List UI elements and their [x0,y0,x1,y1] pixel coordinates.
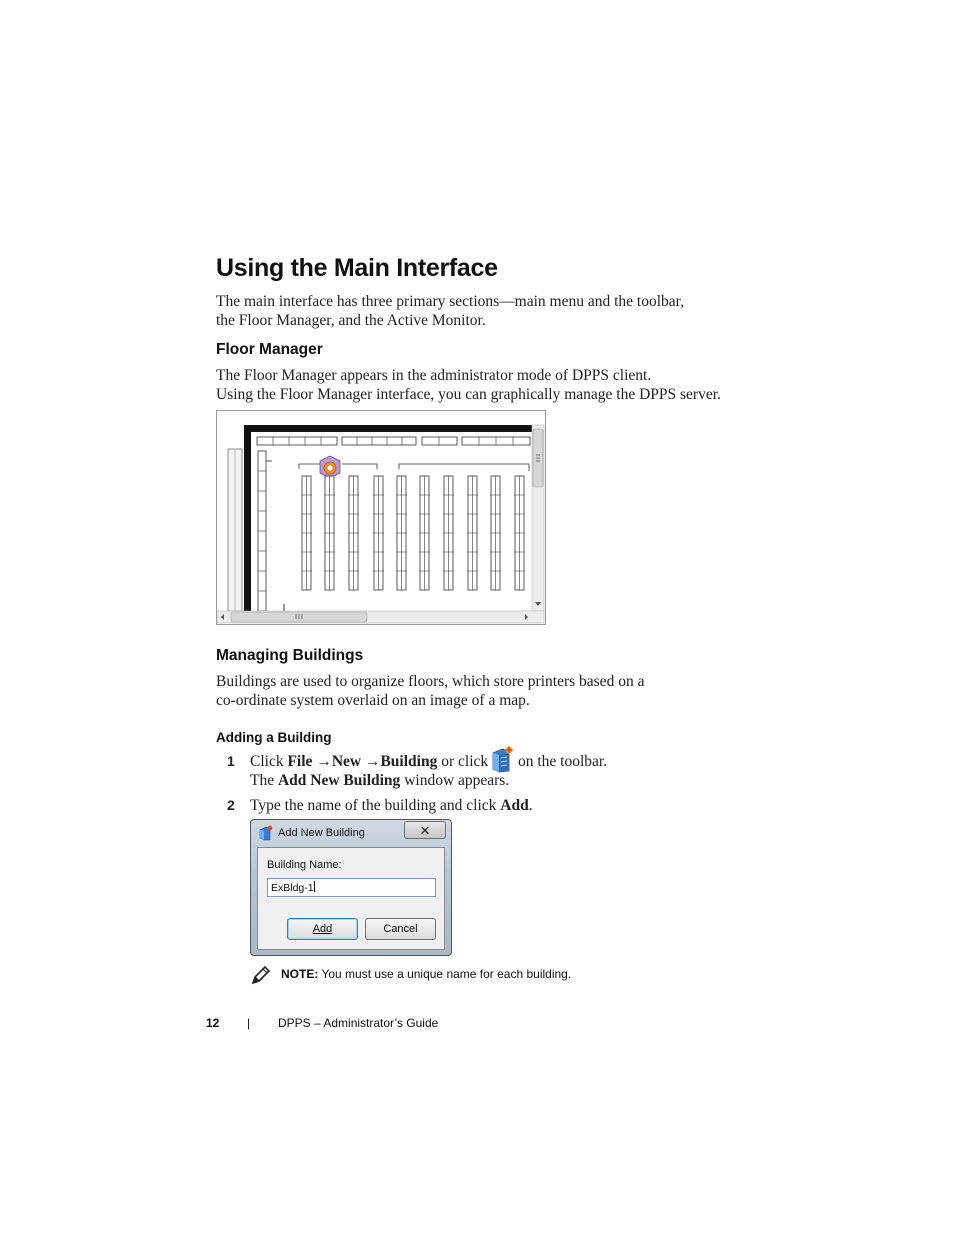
building-name-value: ExBldg-1 [271,882,314,894]
step-1-line-1 [250,752,488,771]
step-1-the: The [250,772,278,789]
add-button[interactable] [287,918,358,940]
dialog-body [257,847,445,950]
step-1-or-click: or click [437,753,489,770]
note-body: You must use a unique name for each building. [318,967,572,981]
printer-icon [320,456,340,478]
building-icon [258,825,273,841]
cancel-button-label: Cancel [383,923,418,935]
add-button-label: Add [312,923,333,935]
dialog-title: Add New Building [278,827,365,839]
intro-line-2: the Floor Manager, and the Active Monitor. [216,312,486,329]
managing-buildings-line-1: Buildings are used to organize floors, which store printers based on a [216,673,645,690]
floor-manager-screenshot [216,410,546,625]
step-1-line-2 [250,771,509,790]
cancel-button[interactable] [365,918,436,940]
note-label: NOTE: [281,967,319,981]
step-1-number: 1 [227,753,235,769]
pencil-note-icon [250,964,272,986]
floor-manager-line-1: The Floor Manager appears in the administrator mode of DPPS client. [216,367,652,384]
add-new-building-dialog [250,819,452,956]
horizontal-scrollbar[interactable] [217,611,544,623]
dialog-close-button[interactable]: ✕ [404,821,446,839]
floor-manager-line-2: Using the Floor Manager interface, you can graphically manage the DPPS server. [216,386,721,403]
add-new-building-window-name: Add New Building [277,772,401,789]
text-cursor [314,881,315,892]
footer-separator: | [247,1016,251,1030]
floor-manager-heading: Floor Manager [216,341,323,358]
step-1-click: Click [250,753,288,770]
page-title: Using the Main Interface [216,254,498,282]
guide-title: DPPS – Administrator’s Guide [278,1016,439,1030]
managing-buildings-line-2: co-ordinate system overlaid on an image of a map. [216,692,530,709]
step-2-period: . [528,797,533,814]
step-2-add: Add [500,797,529,814]
vertical-scrollbar[interactable] [532,425,544,611]
building-name-input[interactable] [267,878,436,897]
note-text [281,967,571,981]
managing-buildings-paragraph [216,672,736,710]
arrow-1: → [312,753,332,770]
arrow-2: → [361,753,381,770]
floor-manager-paragraph [216,366,776,404]
adding-building-heading: Adding a Building [216,730,332,745]
step-2-type-name: Type the name of the building and click [250,797,501,814]
menu-building: Building [380,753,438,770]
step-1-on-toolbar: on the toolbar. [518,753,608,770]
managing-buildings-heading: Managing Buildings [216,647,364,664]
add-building-toolbar-icon [489,745,515,773]
step-1-window-appears: window appears. [400,772,510,789]
menu-new: New [331,753,362,770]
page-number: 12 [206,1016,220,1030]
building-name-label: Building Name: [267,859,342,871]
floor-map-illustration [217,411,545,624]
intro-line-1: The main interface has three primary sections—main menu and the toolbar, [216,293,685,310]
step-2-number: 2 [227,797,235,813]
intro-paragraph [216,292,736,330]
step-2-text [250,796,533,815]
menu-file: File [287,753,313,770]
